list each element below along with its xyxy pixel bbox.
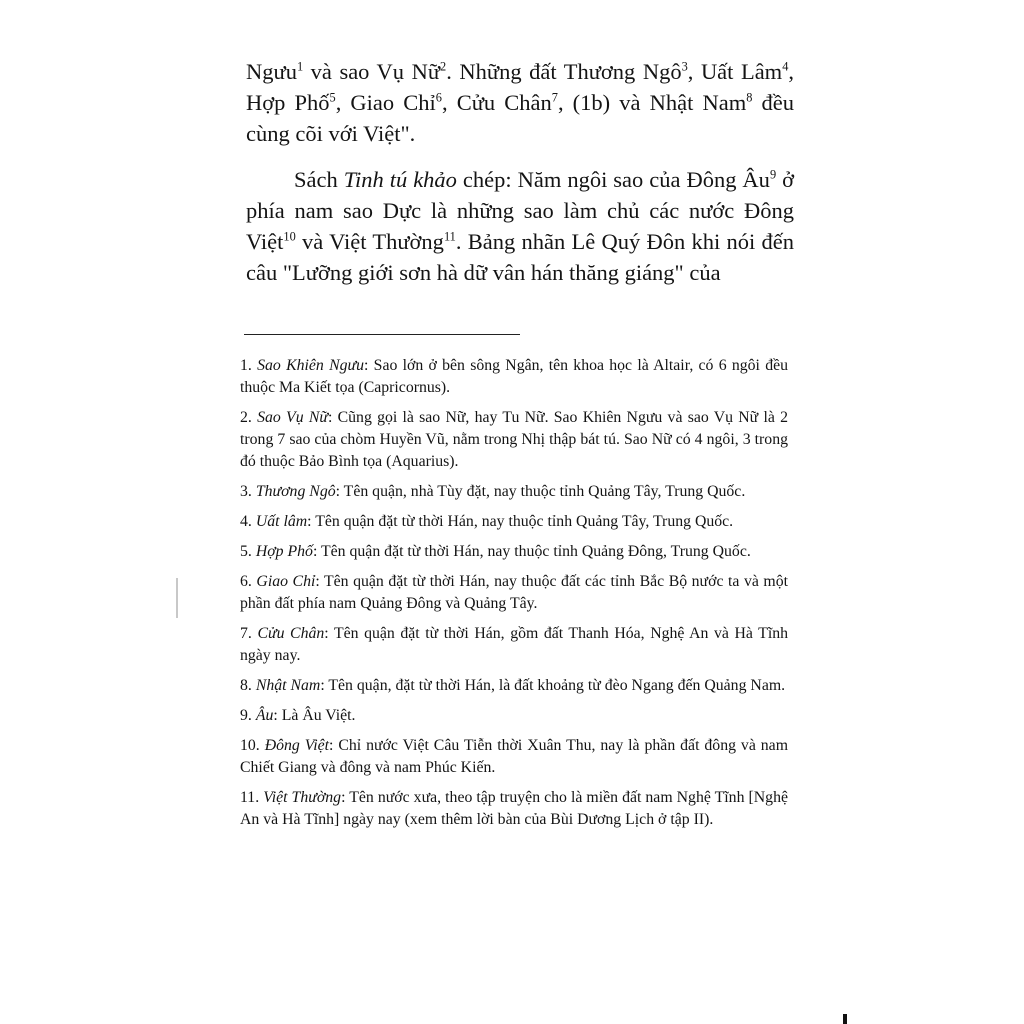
footnote-text: : Tên quận đặt từ thời Hán, nay thuộc tỉnh Quảng Đông, Trung Quốc. [312, 543, 751, 560]
footnote-item [240, 541, 788, 563]
footnote-item [240, 355, 788, 399]
text-run: và sao Vụ Nữ [303, 59, 441, 84]
text-run: , Hợp Phố [246, 59, 794, 115]
footnote-number: 2. [240, 409, 252, 426]
footnote-text: : Tên quận đặt từ thời Hán, gồm đất Thanh Hóa, Nghệ An và Hà Tĩnh ngày nay. [240, 625, 789, 664]
footnote-term: Uất lâm [255, 513, 308, 530]
footnote-ref: 7 [551, 90, 558, 105]
text-run: Ngưu [246, 59, 297, 84]
footnote-item [240, 571, 788, 615]
footnote-text: : Tên quận đặt từ thời Hán, nay thuộc tỉnh Quảng Tây, Trung Quốc. [307, 513, 734, 530]
footnote-term: Cửu Chân [257, 625, 325, 642]
paragraph-2 [246, 164, 794, 288]
footnote-number: 8. [240, 677, 252, 694]
text-run: , Cửu Chân [441, 90, 552, 115]
paragraph-1 [246, 56, 794, 149]
footnote-term: Hợp Phố [255, 543, 313, 560]
footnote-item [240, 675, 788, 697]
footnote-term: Nhật Nam [255, 677, 321, 694]
footnote-term: Đông Việt [264, 737, 330, 754]
footnote-text: : Là Âu Việt. [273, 707, 356, 724]
footnote-ref: 8 [746, 90, 753, 105]
main-text [246, 56, 794, 288]
footnote-term: Âu [255, 707, 274, 724]
footnote-number: 4. [240, 513, 252, 530]
footnote-text: : Cũng gọi là sao Nữ, hay Tu Nữ. Sao Khiên Ngưu và sao Vụ Nữ là 2 trong 7 sao của chòm Huyền Vũ, nằm trong Nhị thập bát tú. Sao Nữ có 4 ngôi, 3 trong đó thuộc Bảo Bình tọa (Aquarius). [240, 409, 789, 470]
footnote-text: : Sao lớn ở bên sông Ngân, tên khoa học là Altair, có 6 ngôi đều thuộc Ma Kiết tọa (Capricornus). [240, 357, 789, 396]
footnote-term: Giao Chỉ [256, 573, 316, 590]
text-run: đều cùng cõi với Việt". [246, 90, 794, 146]
footnote-number: 5. [240, 543, 252, 560]
footnote-item [240, 511, 788, 533]
footnote-number: 3. [240, 483, 252, 500]
footnote-ref: 5 [329, 90, 336, 105]
footnote-ref: 3 [681, 59, 688, 74]
footnote-ref: 2 [440, 59, 447, 74]
text-run: và Việt Thường [295, 229, 444, 254]
footnote-separator [244, 334, 520, 335]
footnote-item [240, 735, 788, 779]
footnote-ref: 6 [435, 90, 442, 105]
footnote-term: Thương Ngô [255, 483, 336, 500]
footnote-ref: 10 [283, 229, 296, 244]
text-run: , Giao Chỉ [335, 90, 436, 115]
footnote-term: Sao Vụ Nữ [257, 409, 328, 426]
footnote-text: : Chỉ nước Việt Câu Tiễn thời Xuân Thu, nay là phần đất đông và nam Chiết Giang và đông và nam Phúc Kiến. [240, 737, 788, 776]
text-run: Sách [294, 167, 344, 192]
footnote-item [240, 623, 788, 667]
footnote-number: 11. [240, 789, 260, 806]
footnote-ref: 9 [769, 167, 777, 182]
text-run: chép: Năm ngôi sao của Đông Âu [456, 167, 770, 192]
footnote-number: 10. [240, 737, 260, 754]
footnote-text: : Tên nước xưa, theo tập truyện cho là miền đất nam Nghệ Tĩnh [Nghệ An và Hà Tĩnh] ngày nay (xem thêm lời bàn của Bùi Dương Lịch ở tập II). [240, 789, 788, 828]
footnote-ref: 4 [782, 59, 789, 74]
footnotes [240, 355, 788, 839]
footnote-item [240, 481, 788, 503]
footnote-item [240, 407, 788, 473]
footnote-term: Việt Thường [263, 789, 342, 806]
footnote-term: Sao Khiên Ngưu [257, 357, 365, 374]
footnote-item [240, 787, 788, 831]
footnote-number: 9. [240, 707, 252, 724]
text-run: ở phía nam sao Dực là những sao làm chủ các nước Đông Việt [246, 167, 794, 254]
text-run: , (1b) và Nhật Nam [557, 90, 747, 115]
scan-mark-left [176, 578, 178, 618]
footnote-text: : Tên quận, đặt từ thời Hán, là đất khoảng từ đèo Ngang đến Quảng Nam. [320, 677, 786, 694]
text-run: . Bảng nhãn Lê Quý Đôn khi nói đến câu "Lưỡng giới sơn hà dữ vân hán thăng giáng" của [246, 229, 794, 285]
footnote-ref: 1 [296, 59, 304, 74]
footnote-text: : Tên quận, nhà Tùy đặt, nay thuộc tỉnh Quảng Tây, Trung Quốc. [335, 483, 746, 500]
text-run: , Uất Lâm [687, 59, 783, 84]
scan-mark-right [843, 1014, 847, 1024]
text-run: . Những đất Thương Ngô [446, 59, 682, 84]
footnote-number: 1. [240, 357, 252, 374]
footnote-text: : Tên quận đặt từ thời Hán, nay thuộc đất các tỉnh Bắc Bộ nước ta và một phần đất phía nam Quảng Đông và Quảng Tây. [240, 573, 788, 612]
footnote-ref: 11 [443, 229, 456, 244]
footnote-item [240, 705, 788, 727]
footnote-number: 7. [240, 625, 252, 642]
footnote-number: 6. [240, 573, 252, 590]
book-title: Tinh tú khảo [343, 167, 457, 192]
